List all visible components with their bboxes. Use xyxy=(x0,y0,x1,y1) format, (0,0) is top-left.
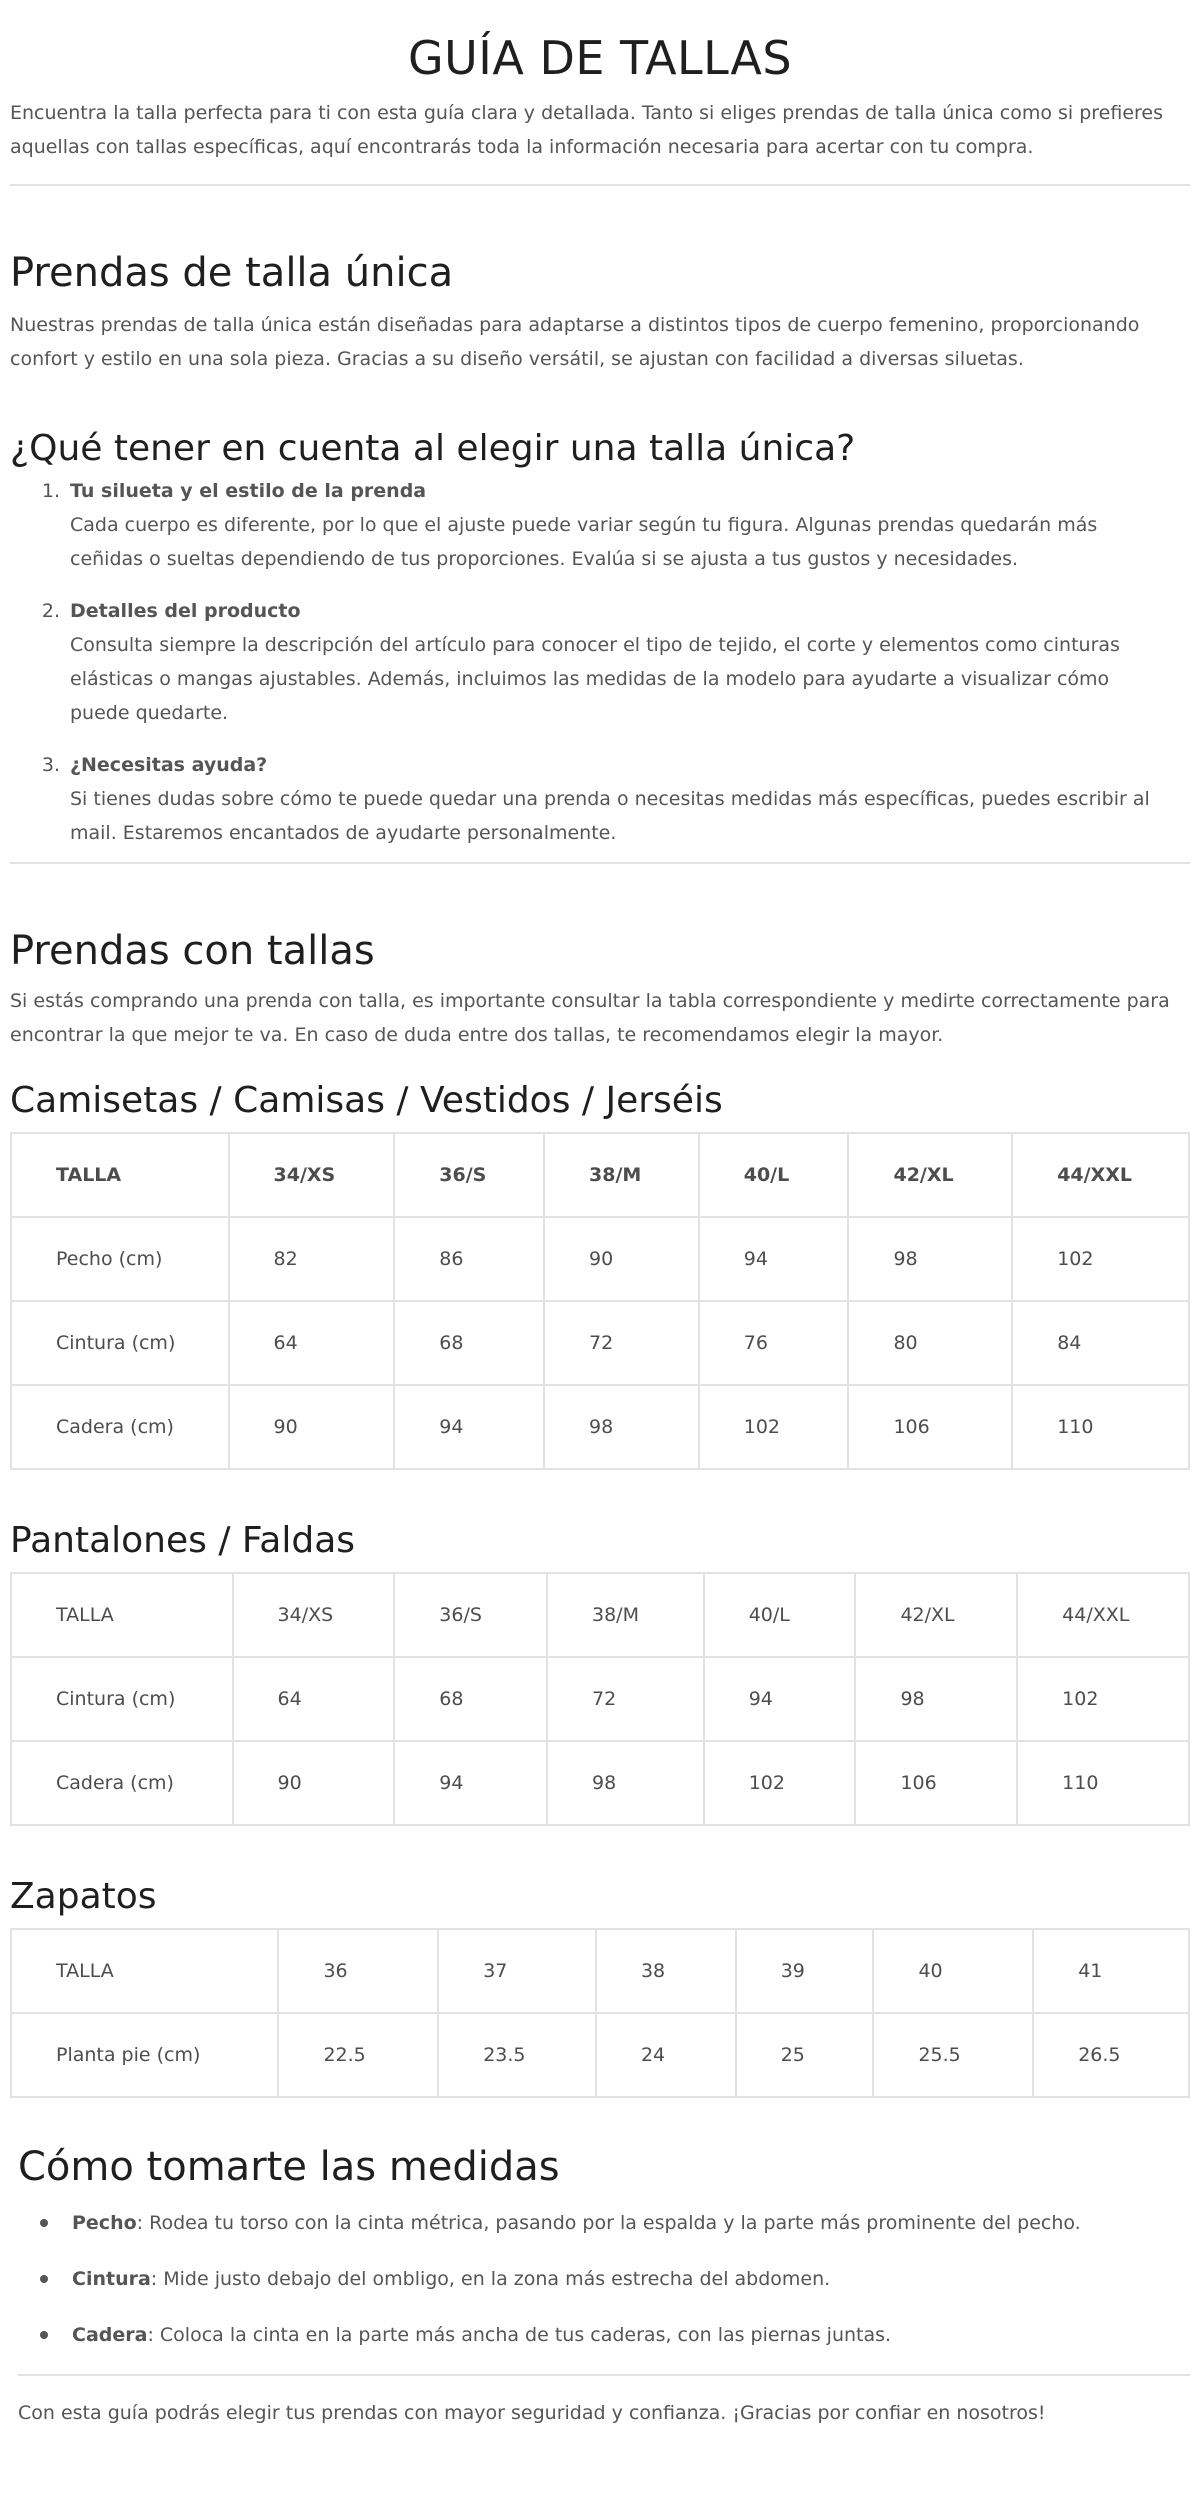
table-cell: 90 xyxy=(229,1385,395,1469)
table-header-row xyxy=(11,1133,1189,1217)
table-cell: 90 xyxy=(233,1741,395,1825)
table-header-row xyxy=(11,1929,1189,2013)
table-cell: 110 xyxy=(1017,1741,1189,1825)
table-cell: 76 xyxy=(699,1301,849,1385)
tips-heading: ¿Qué tener en cuenta al elegir una talla única? xyxy=(10,428,856,469)
table-cell: 64 xyxy=(233,1657,395,1741)
table-cell: 39 xyxy=(736,1929,874,2013)
list-number: 3. xyxy=(41,754,60,776)
table-row xyxy=(11,1217,1189,1301)
tip-title: Detalles del producto xyxy=(70,600,301,622)
table-title-tops: Camisetas / Camisas / Vestidos / Jerséis xyxy=(10,1080,723,1121)
table-row xyxy=(11,1741,1189,1825)
table-cell: Planta pie (cm) xyxy=(11,2013,278,2097)
table-cell: 84 xyxy=(1012,1301,1189,1385)
tip-text: Cada cuerpo es diferente, por lo que el ajuste puede variar según tu figura. Algunas prendas quedarán más ceñidas o sueltas dependiendo de tus proporciones. Evalúa si se ajusta a tus gustos y necesidades. xyxy=(70,514,1098,570)
table-cell: TALLA xyxy=(11,1133,229,1217)
section-heading-measures: Cómo tomarte las medidas xyxy=(18,2144,560,2190)
table-cell: 68 xyxy=(394,1301,544,1385)
table-cell: 106 xyxy=(855,1741,1017,1825)
tip-title: ¿Necesitas ayuda? xyxy=(70,754,268,776)
table-cell: 42/XL xyxy=(848,1133,1012,1217)
tip-title: Tu silueta y el estilo de la prenda xyxy=(70,480,427,502)
table-cell: 110 xyxy=(1012,1385,1189,1469)
table-cell: Cintura (cm) xyxy=(11,1301,229,1385)
measure-term: Pecho xyxy=(72,2212,137,2234)
table-cell: 36 xyxy=(278,1929,438,2013)
table-row xyxy=(11,1657,1189,1741)
table-cell: 44/XXL xyxy=(1012,1133,1189,1217)
list-item xyxy=(10,594,1190,730)
table-cell: 80 xyxy=(848,1301,1012,1385)
table-cell: 72 xyxy=(547,1657,704,1741)
table-cell: 25 xyxy=(736,2013,874,2097)
divider xyxy=(18,2374,1190,2376)
list-number: 1. xyxy=(41,480,60,502)
size-table-bottoms xyxy=(10,1572,1190,1826)
talla-unica-text: Nuestras prendas de talla única están diseñadas para adaptarse a distintos tipos de cuerpo femenino, proporcionando confort y estilo en una sola pieza. Gracias a su diseño versátil, se ajustan con facilidad a diversas siluetas. xyxy=(10,314,1140,370)
table-cell: 42/XL xyxy=(855,1573,1017,1657)
table-cell: 94 xyxy=(394,1385,544,1469)
list-item xyxy=(40,2262,1190,2296)
table-header-row xyxy=(11,1573,1189,1657)
table-cell: 98 xyxy=(544,1385,699,1469)
table-cell: 23.5 xyxy=(438,2013,596,2097)
intro-text: Encuentra la talla perfecta para ti con esta guía clara y detallada. Tanto si eliges prendas de talla única como si prefieres aquellas con tallas específicas, aquí encontrarás toda la información necesaria para acertar con tu compra. xyxy=(10,102,1163,158)
tips-list xyxy=(10,474,1190,850)
table-cell: 41 xyxy=(1033,1929,1189,2013)
table-cell: 106 xyxy=(848,1385,1012,1469)
measure-term: Cadera xyxy=(72,2324,148,2346)
table-cell: 86 xyxy=(394,1217,544,1301)
table-cell: Pecho (cm) xyxy=(11,1217,229,1301)
table-cell: 102 xyxy=(699,1385,849,1469)
measure-term: Cintura xyxy=(72,2268,151,2290)
table-cell: 40/L xyxy=(704,1573,856,1657)
list-number: 2. xyxy=(41,600,60,622)
table-cell: 102 xyxy=(1017,1657,1189,1741)
table-title-shoes: Zapatos xyxy=(10,1876,157,1917)
table-cell: 98 xyxy=(547,1741,704,1825)
page-title: GUÍA DE TALLAS xyxy=(407,31,793,85)
table-cell: Cadera (cm) xyxy=(11,1741,233,1825)
section-heading-talla-unica: Prendas de talla única xyxy=(10,250,454,296)
table-cell: 94 xyxy=(394,1741,547,1825)
table-cell: 38/M xyxy=(547,1573,704,1657)
measure-text: : Coloca la cinta en la parte más ancha de tus caderas, con las piernas juntas. xyxy=(147,2324,892,2346)
divider xyxy=(10,862,1190,864)
table-cell: 94 xyxy=(704,1657,856,1741)
table-cell: Cadera (cm) xyxy=(11,1385,229,1469)
table-cell: TALLA xyxy=(11,1929,278,2013)
table-cell: 44/XXL xyxy=(1017,1573,1189,1657)
table-cell: 40 xyxy=(873,1929,1033,2013)
list-item xyxy=(10,474,1190,576)
table-cell: 38/M xyxy=(544,1133,699,1217)
table-cell: 25.5 xyxy=(873,2013,1033,2097)
table-cell: 24 xyxy=(596,2013,736,2097)
table-row xyxy=(11,1385,1189,1469)
divider xyxy=(10,184,1190,186)
table-cell: Cintura (cm) xyxy=(11,1657,233,1741)
table-cell: 64 xyxy=(229,1301,395,1385)
table-cell: 22.5 xyxy=(278,2013,438,2097)
list-item xyxy=(40,2206,1190,2240)
measure-text: : Mide justo debajo del ombligo, en la zona más estrecha del abdomen. xyxy=(150,2268,831,2290)
measures-list xyxy=(10,2206,1190,2352)
size-table-shoes xyxy=(10,1928,1190,2098)
table-cell: 90 xyxy=(544,1217,699,1301)
tip-text: Consulta siempre la descripción del artículo para conocer el tipo de tejido, el corte y elementos como cinturas elásticas o mangas ajustables. Además, incluimos las medidas de la modelo para ayudarte a visualizar cómo puede quedarte. xyxy=(70,634,1120,724)
table-cell: 38 xyxy=(596,1929,736,2013)
table-cell: 72 xyxy=(544,1301,699,1385)
table-cell: 36/S xyxy=(394,1133,544,1217)
table-cell: 82 xyxy=(229,1217,395,1301)
table-cell: 102 xyxy=(704,1741,856,1825)
table-cell: TALLA xyxy=(11,1573,233,1657)
tip-text: Si tienes dudas sobre cómo te puede quedar una prenda o necesitas medidas más específicas, puedes escribir al mail. Estaremos encantados de ayudarte personalmente. xyxy=(70,788,1150,844)
table-cell: 37 xyxy=(438,1929,596,2013)
closing-text: Con esta guía podrás elegir tus prendas con mayor seguridad y confianza. ¡Gracias por confiar en nosotros! xyxy=(18,2402,1046,2424)
list-item xyxy=(40,2318,1190,2352)
table-title-bottoms: Pantalones / Faldas xyxy=(10,1520,356,1561)
table-cell: 40/L xyxy=(699,1133,849,1217)
table-cell: 102 xyxy=(1012,1217,1189,1301)
table-row xyxy=(11,1301,1189,1385)
section-heading-con-tallas: Prendas con tallas xyxy=(10,928,375,974)
list-item xyxy=(10,748,1190,850)
table-cell: 34/XS xyxy=(233,1573,395,1657)
table-cell: 36/S xyxy=(394,1573,547,1657)
table-cell: 94 xyxy=(699,1217,849,1301)
table-row xyxy=(11,2013,1189,2097)
con-tallas-text: Si estás comprando una prenda con talla, es importante consultar la tabla correspondiente y medirte correctamente para encontrar la que mejor te va. En caso de duda entre dos tallas, te recomendamos elegir la mayor. xyxy=(10,990,1170,1046)
table-cell: 68 xyxy=(394,1657,547,1741)
size-table-tops xyxy=(10,1132,1190,1470)
table-cell: 34/XS xyxy=(229,1133,395,1217)
measure-text: : Rodea tu torso con la cinta métrica, pasando por la espalda y la parte más prominente del pecho. xyxy=(136,2212,1081,2234)
table-cell: 98 xyxy=(855,1657,1017,1741)
table-cell: 26.5 xyxy=(1033,2013,1189,2097)
table-cell: 98 xyxy=(848,1217,1012,1301)
